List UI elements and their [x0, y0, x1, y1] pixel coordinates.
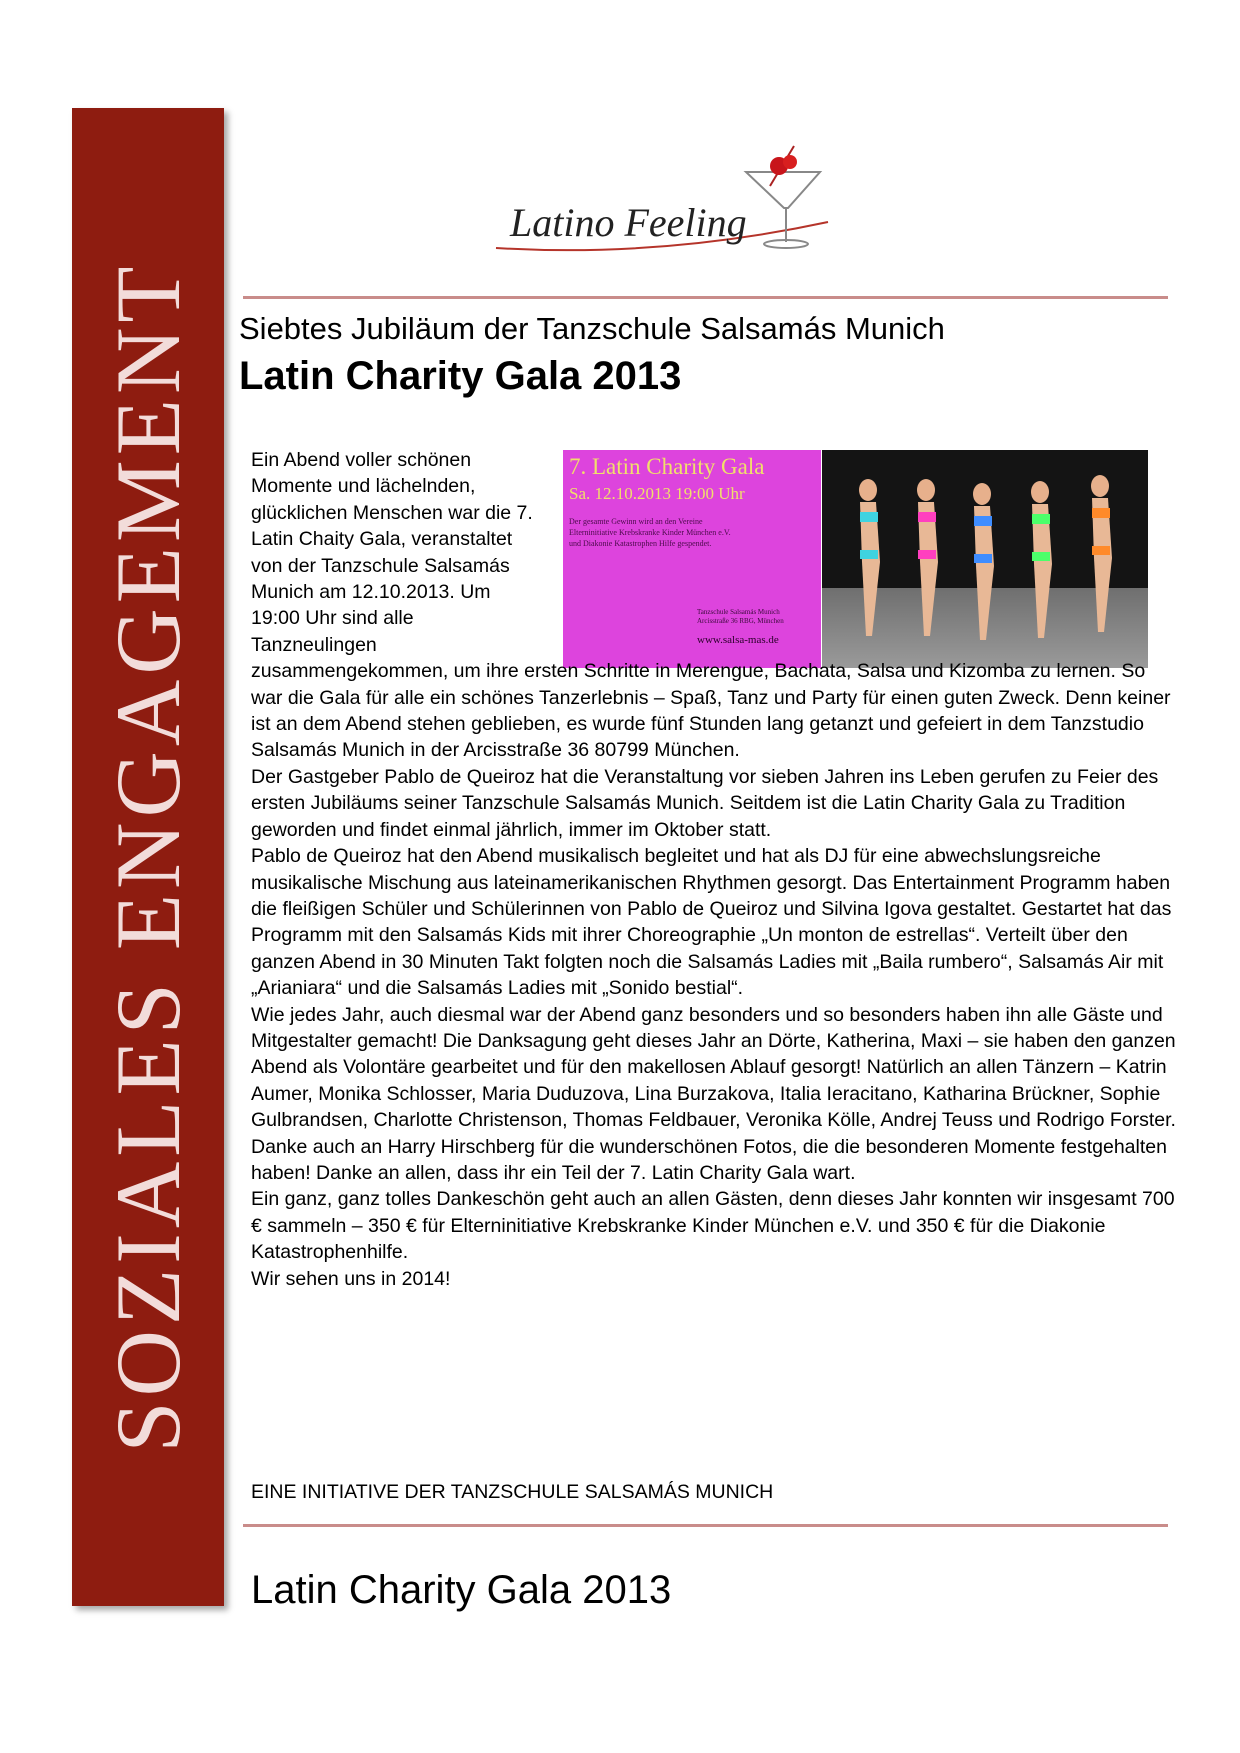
- article-body: [251, 447, 1181, 1292]
- flyer-date: Sa. 12.10.2013 19:00 Uhr: [569, 484, 745, 503]
- article-paragraph-5: Ein ganz, ganz tolles Dankeschön geht auch an allen Gästen, denn dieses Jahr konnten wir insgesamt 700 € sammeln – 350 € für Elterninitiative Krebskranke Kinder München e.V. und 350 € für die Diakonie Katastrophenhilfe.: [251, 1188, 1175, 1264]
- header-divider: [243, 296, 1168, 299]
- flyer-url: www.salsa-mas.de: [697, 634, 779, 646]
- flyer-school: Tanzschule Salsamás Munich: [697, 608, 780, 616]
- page-subtitle: Siebtes Jubiläum der Tanzschule Salsamás Munich: [239, 311, 945, 346]
- latino-feeling-logo: [490, 140, 830, 288]
- article-paragraph-2: Der Gastgeber Pablo de Queiroz hat die Veranstaltung vor sieben Jahren ins Leben gerufen zu Feier des ersten Jubiläums seiner Tanzschule Salsamás Munich. Seitdem ist die Latin Charity Gala zu Tradition geworden und findet einmal jährlich, immer im Oktober statt.: [251, 765, 1159, 841]
- article-paragraph-3: Pablo de Queiroz hat den Abend musikalisch begleitet und hat als DJ für eine abwechslungsreiche musikalische Mischung aus lateinamerikanischen Rhythmen gesorgt. Das Entertainment Programm haben die fleißigen Schüler und Schülerinnen von Pablo de Queiroz und Silvina Igova gestaltet. Gestartet hat das Programm mit den Salsamás Kids mit ihrer Choreographie „Un monton de estrellas“. Verteilt über den ganzen Abend in 30 Minuten Takt folgten noch die Salsamás Ladies mit „Baila rumbero“, Salsamás Air mit „Arianiara“ und die Salsamás Ladies mit „Sonido bestial“.: [251, 845, 1172, 1000]
- flyer-title: 7. Latin Charity Gala: [569, 454, 765, 479]
- logo-text: Latino Feeling: [510, 200, 747, 245]
- article-paragraph-4: Wie jedes Jahr, auch diesmal war der Abend ganz besonders und so besonders haben ihn alle Gäste und Mitgestalter gemacht! Die Danksagung geht dieses Jahr an Dörte, Katherina, Maxi – sie haben den ganzen Abend als Volontäre gearbeitet und für den makellosen Ablauf gesorgt! Natürlich an allen Tänzern – Katrin Aumer, Monika Schlosser, Maria Duduzova, Lina Burzakova, Italia Ieracitano, Katharina Brückner, Sophie Gulbrandsen, Charlotte Christenson, Thomas Feldbauer, Veronika Kölle, Andrej Teuss und Rodrigo Forster. Danke auch an Harry Hirschberg für die wunderschönen Fotos, die die besonderen Momente festgehalten haben! Danke an allen, dass ihr ein Teil der 7. Latin Charity Gala wart.: [251, 1003, 1176, 1184]
- footer-title: Latin Charity Gala 2013: [251, 1568, 672, 1612]
- article-lead: Ein Abend voller schönen Momente und lächelnden, glücklichen Menschen war die 7. Latin Chaity Gala, veranstaltet von der Tanzschule Salsamás Munich am 12.10.2013. Um 19:00 Uhr sind alle Tanzneulingen: [251, 449, 533, 656]
- article-paragraph-1: zusammengekommen, um ihre ersten Schritte in Merengue, Bachata, Salsa und Kizomba zu lernen. So war die Gala für alle ein schönes Tanzerlebnis – Spaß, Tanz und Party für einen guten Zweck. Denn keiner ist an dem Abend stehen geblieben, es wurde fünf Stunden lang getanzt und gefeiert in dem Tanzstudio Salsamás Munich in der Arcisstraße 36 80799 München.: [251, 660, 1171, 762]
- sidebar-label: SOZIALES ENGAGEMENT: [97, 261, 199, 1453]
- initiative-line: EINE INITIATIVE DER TANZSCHULE SALSAMÁS MUNICH: [251, 1481, 774, 1503]
- flyer-street: Arcisstraße 36 RBG, München: [697, 617, 784, 625]
- flyer-note: Der gesamte Gewinn wird an den Vereine Elterninitiative Krebskranke Kinder München e.V. und Diakonie Katastrophen Hilfe gespendet.: [569, 517, 731, 548]
- article-paragraph-6: Wir sehen uns in 2014!: [251, 1267, 451, 1290]
- page-title: Latin Charity Gala 2013: [239, 354, 682, 398]
- footer-divider: [243, 1524, 1168, 1527]
